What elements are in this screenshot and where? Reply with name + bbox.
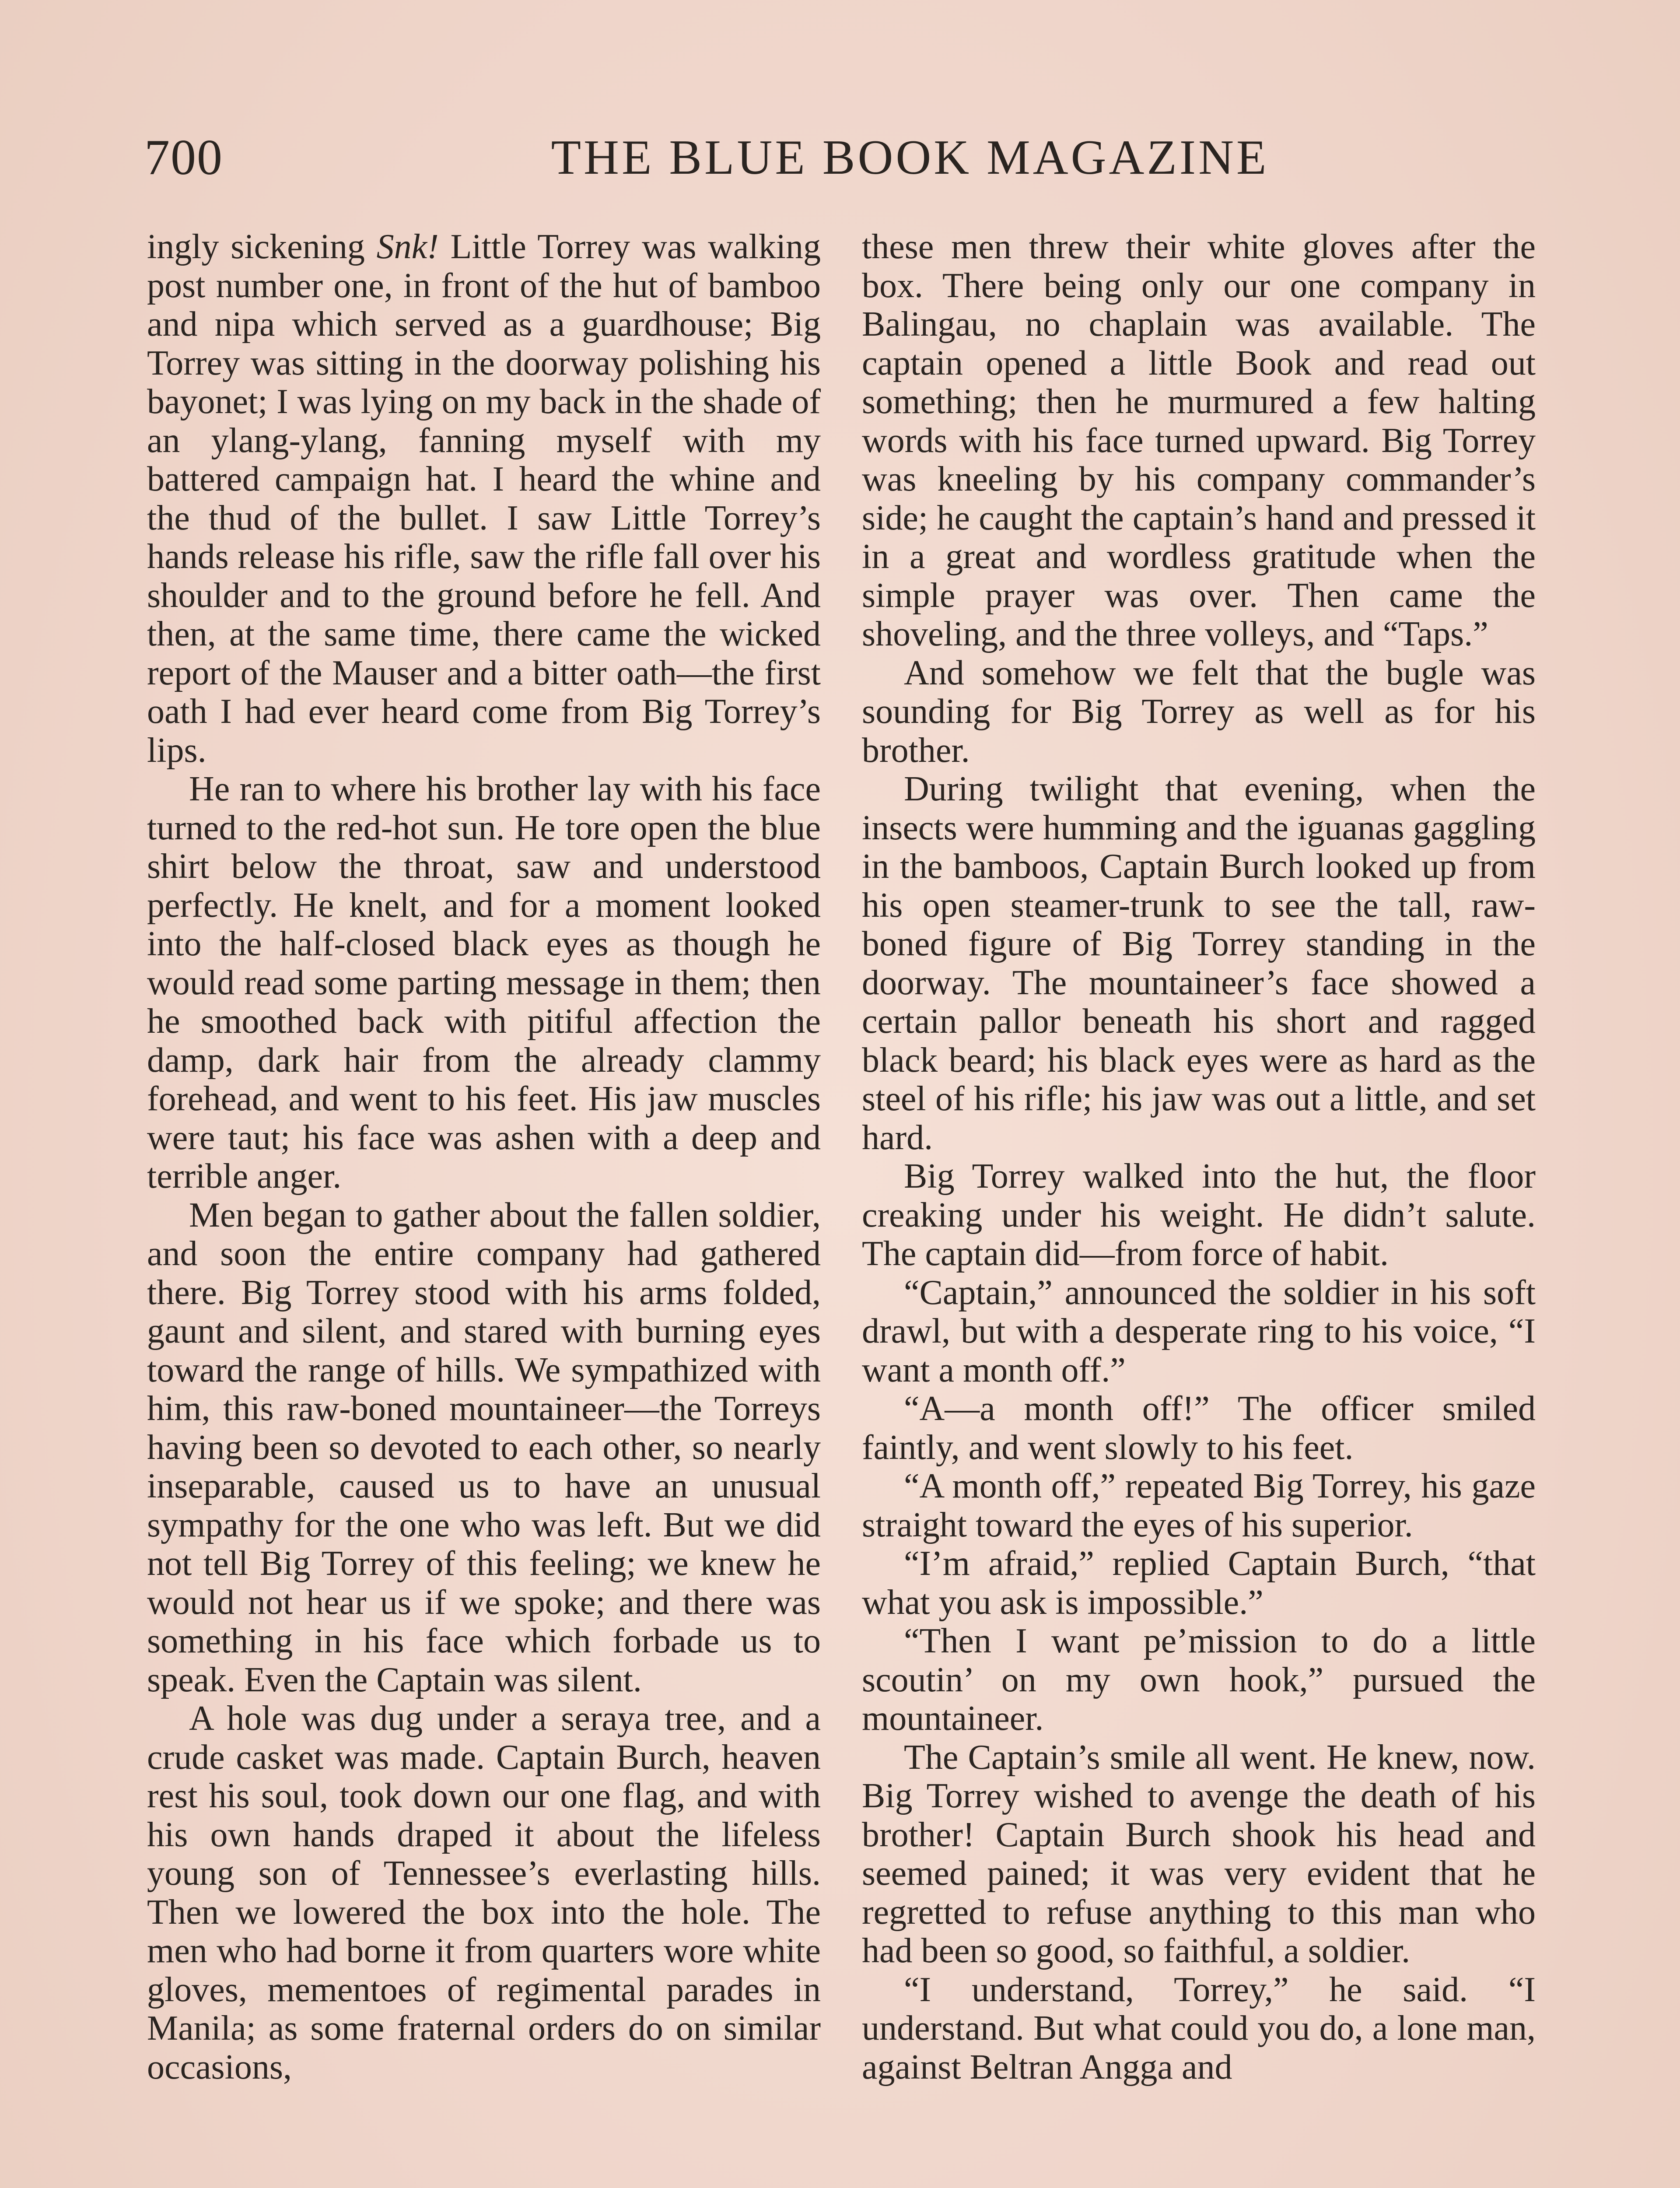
paragraph: these men threw their white gloves after the box. There being only our one company in Balingau, no chaplain was available. The captain opened a little Book and read out something; then he murmured a few halting words with his face turned upward. Big Torrey was kneeling by his company commander’s side; he caught the captain’s hand and pressed it in a great and wordless gratitude when the simple prayer was over. Then came the shoveling, and the three volleys, and “Taps.” <box>862 228 1536 653</box>
paragraph: He ran to where his brother lay with his face turned to the red-hot sun. He tore open the blue shirt below the throat, saw and understood perfectly. He knelt, and for a moment looked into the half-closed black eyes as though he would read some parting message in them; then he smoothed back with pitiful affection the damp, dark hair from the already clammy forehead, and went to his feet. His jaw muscles were taut; his face was ashen with a deep and terrible anger. <box>147 770 821 1196</box>
paragraph: “I understand, Torrey,” he said. “I understand. But what could you do, a lone man, against Beltran Angga and <box>862 1970 1536 2086</box>
paragraph: The Captain’s smile all went. He knew, now. Big Torrey wished to avenge the death of his brother! Captain Burch shook his head and seemed pained; it was very evident that he regretted to refuse anything to this man who had been so good, so faithful, a soldier. <box>862 1738 1536 1970</box>
paragraph: A hole was dug under a seraya tree, and a crude casket was made. Captain Burch, heaven rest his soul, took down our one flag, and with his own hands draped it about the lifeless young son of Tennessee’s everlasting hills. Then we lowered the box into the hole. The men who had borne it from quarters wore white gloves, mementoes of regimental parades in Manila; as some fraternal orders do on similar occasions, <box>147 1699 821 2086</box>
right-column <box>862 228 1536 2188</box>
paragraph: And somehow we felt that the bugle was sounding for Big Torrey as well as for his brother. <box>862 653 1536 770</box>
left-column <box>147 228 821 2188</box>
paragraph: “I’m afraid,” replied Captain Burch, “that what you ask is impossible.” <box>862 1544 1536 1622</box>
page-number: 700 <box>144 130 223 186</box>
paragraph: “A month off,” repeated Big Torrey, his gaze straight toward the eyes of his superior. <box>862 1467 1536 1544</box>
paragraph: Men began to gather about the fallen soldier, and soon the entire company had gathered there. Big Torrey stood with his arms folded, gaunt and silent, and stared with burning eyes toward the range of hills. We sympathized with him, this raw-boned mountaineer—the Torreys having been so devoted to each other, so nearly inseparable, caused us to have an unusual sympathy for the one who was left. But we did not tell Big Torrey of this feeling; we knew he would not hear us if we spoke; and there was something in his face which forbade us to speak. Even the Captain was silent. <box>147 1196 821 1699</box>
paragraph: “A—a month off!” The officer smiled faintly, and went slowly to his feet. <box>862 1389 1536 1467</box>
page-header <box>144 125 1536 190</box>
paragraph: “Then I want pe’mission to do a little scoutin’ on my own hook,” pursued the mountaineer. <box>862 1622 1536 1738</box>
paragraph: During twilight that evening, when the insects were humming and the iguanas gaggling in the bamboos, Captain Burch looked up from his open steamer-trunk to see the tall, raw-boned figure of Big Torrey standing in the doorway. The mountaineer’s face showed a certain pallor beneath his short and ragged black beard; his black eyes were as hard as the steel of his rifle; his jaw was out a little, and set hard. <box>862 770 1536 1157</box>
emphasis: Snk! <box>376 228 439 266</box>
paragraph: “Captain,” announced the soldier in his soft drawl, but with a desperate ring to his voice, “I want a month off.” <box>862 1273 1536 1389</box>
paragraph: ingly sickening Snk! Little Torrey was walking post number one, in front of the hut of bamboo and nipa which served as a guardhouse; Big Torrey was sitting in the doorway polishing his bayonet; I was lying on my back in the shade of an ylang-ylang, fanning myself with my battered campaign hat. I heard the whine and the thud of the bullet. I saw Little Torrey’s hands release his rifle, saw the rifle fall over his shoulder and to the ground before he fell. And then, at the same time, there came the wicked report of the Mauser and a bitter oath—the first oath I had ever heard come from Big Torrey’s lips. <box>147 228 821 770</box>
running-title: THE BLUE BOOK MAGAZINE <box>551 130 1269 185</box>
paragraph: Big Torrey walked into the hut, the floor creaking under his weight. He didn’t salute. The captain did—from force of habit. <box>862 1157 1536 1273</box>
